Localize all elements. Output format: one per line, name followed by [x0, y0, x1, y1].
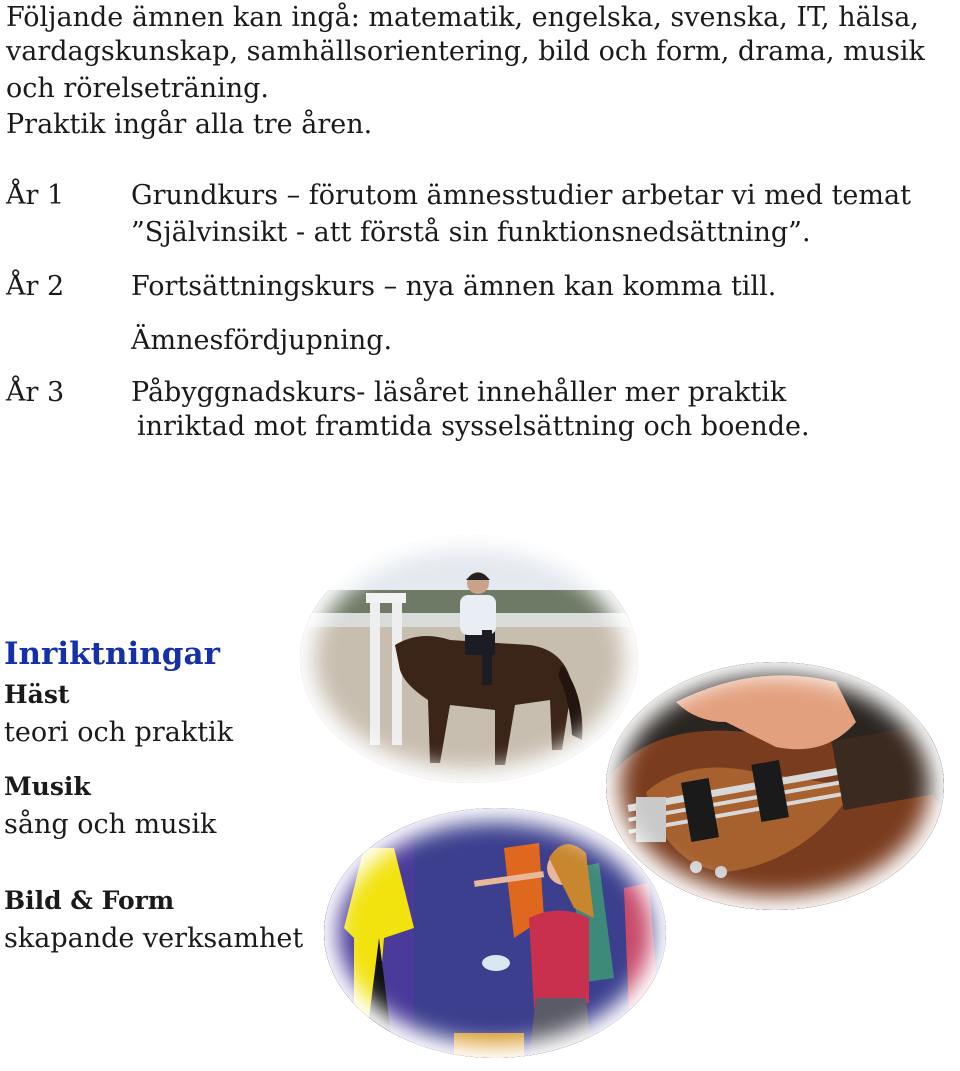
year-1-label: År 1: [6, 180, 65, 211]
intro-line-3: och rörelseträning.: [6, 73, 269, 104]
horse-riding-photo: [300, 535, 638, 783]
bass-guitar-photo: [606, 662, 944, 910]
inriktning-musik-title: Musik: [4, 772, 91, 801]
painting-photo: [324, 808, 666, 1058]
year-3-line-1: Påbyggnadskurs- läsåret innehåller mer praktik: [131, 377, 787, 408]
inriktning-hast-desc: teori och praktik: [4, 717, 234, 748]
year-3-label: År 3: [6, 377, 65, 408]
intro-line-1: Följande ämnen kan ingå: matematik, engelska, svenska, IT, hälsa,: [6, 2, 919, 33]
intro-line-2: vardagskunskap, samhällsorientering, bild och form, drama, musik: [6, 36, 925, 67]
inriktning-bild-form-title: Bild & Form: [4, 886, 175, 915]
inriktningar-heading: Inriktningar: [4, 636, 220, 672]
year-2-label: År 2: [6, 271, 65, 302]
inriktning-bild-form-desc: skapande verksamhet: [4, 923, 304, 954]
year-3-line-2: inriktad mot framtida sysselsättning och boende.: [137, 411, 810, 442]
year-2-line-2: Ämnesfördjupning.: [131, 325, 393, 356]
year-1-line-2: ”Självinsikt - att förstå sin funktionsnedsättning”.: [131, 217, 811, 248]
intro-line-4: Praktik ingår alla tre åren.: [6, 109, 373, 140]
year-1-line-1: Grundkurs – förutom ämnesstudier arbetar vi med temat: [131, 180, 911, 211]
inriktning-hast-title: Häst: [4, 680, 70, 709]
year-2-line-1: Fortsättningskurs – nya ämnen kan komma till.: [131, 271, 777, 302]
inriktning-musik-desc: sång och musik: [4, 809, 217, 840]
